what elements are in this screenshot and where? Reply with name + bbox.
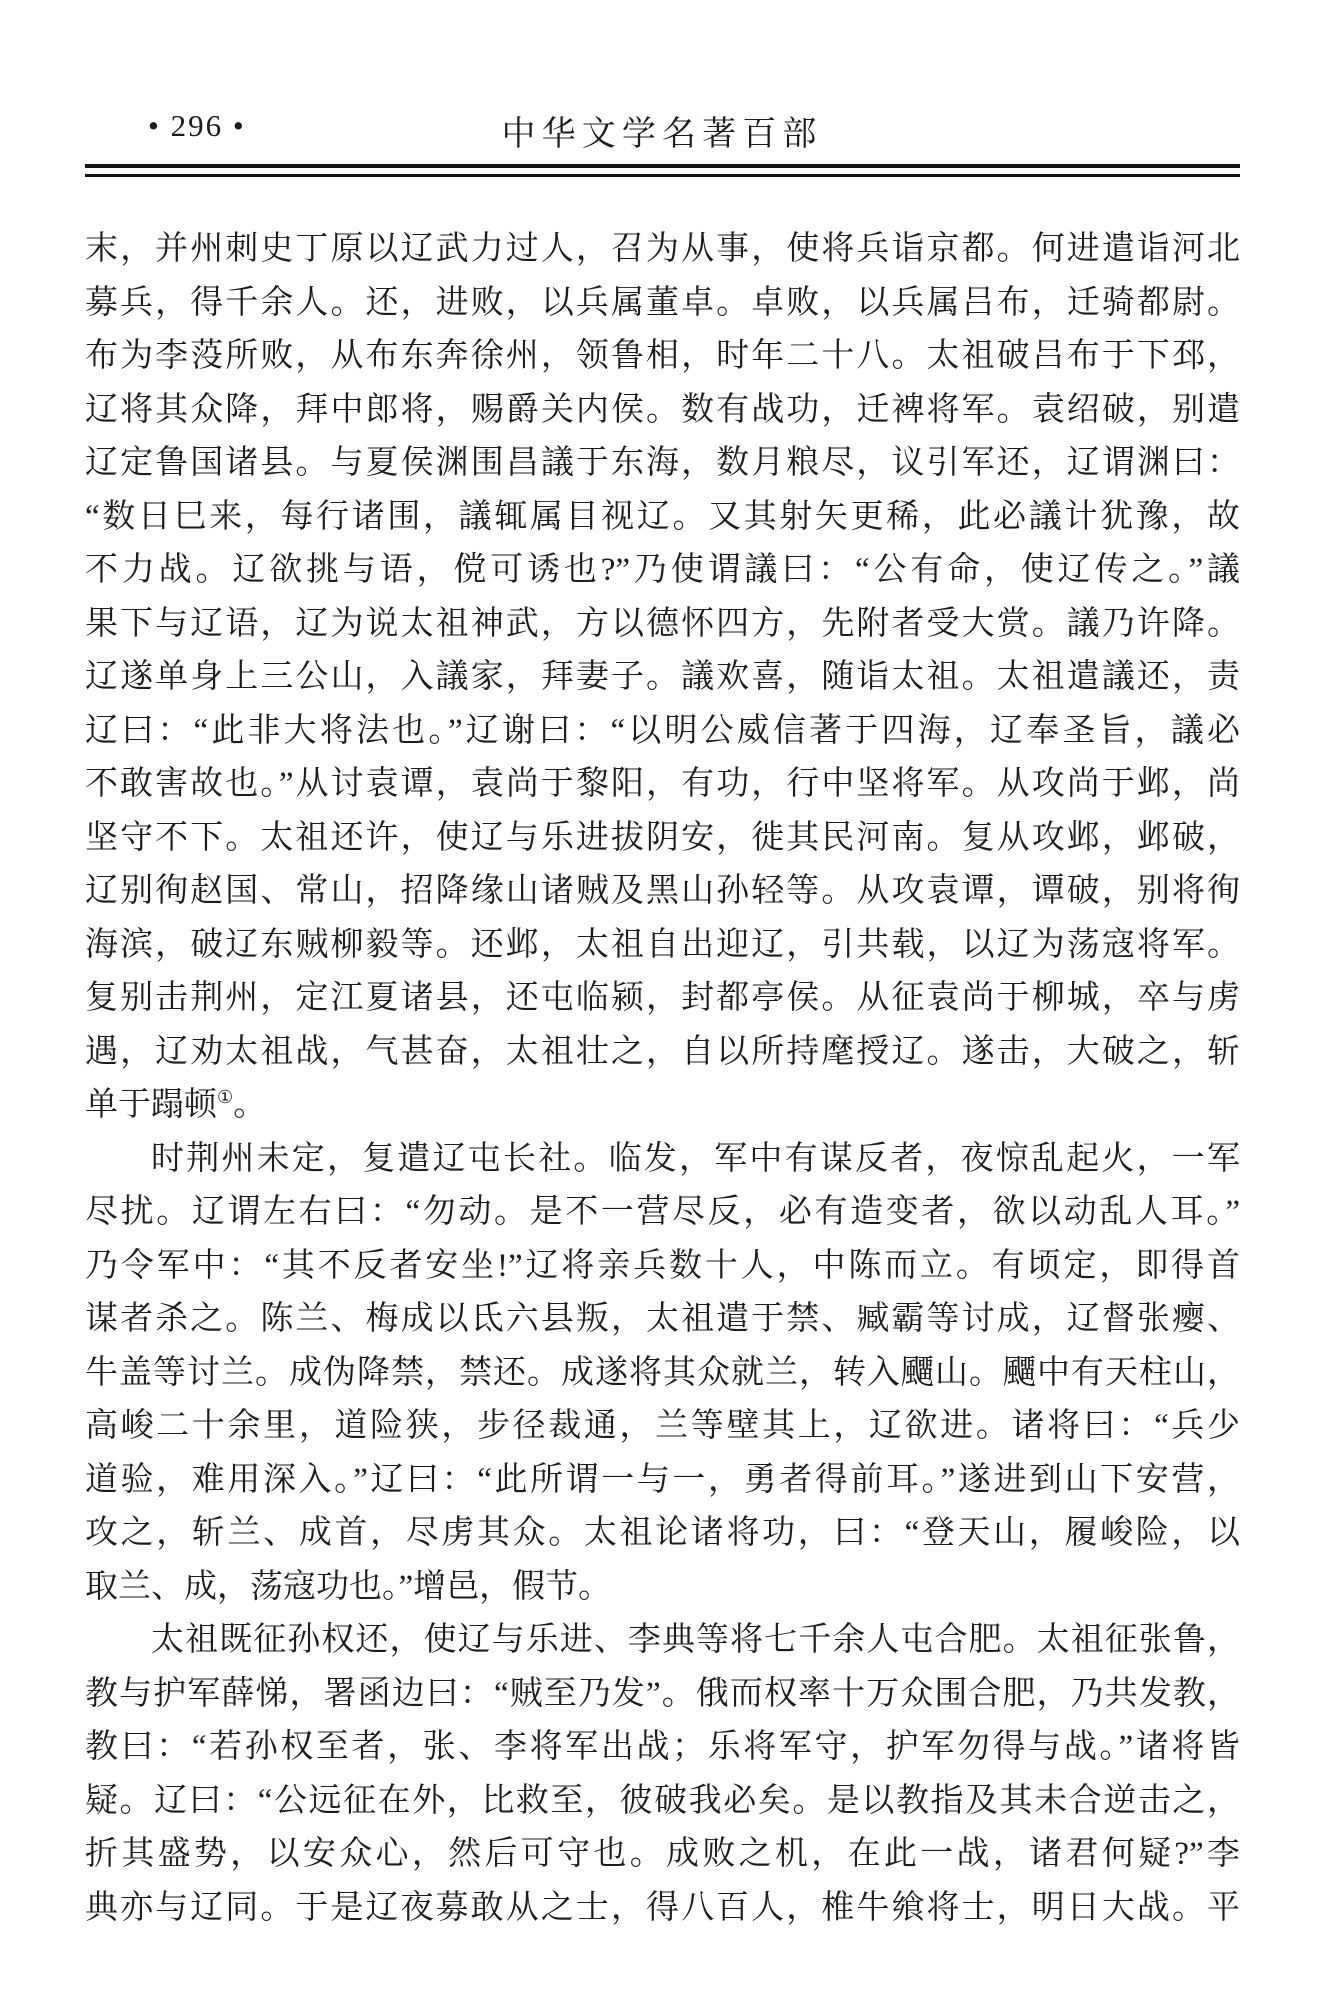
text-line: 教曰：“若孙权至者，张、李将军出战；乐将军守，护军勿得与战。”诸将皆 (85, 1729, 1240, 1765)
book-series-title: 中华文学名著百部 (501, 116, 823, 153)
text-line: 取兰、成，荡寇功也。”增邑，假节。 (85, 1568, 612, 1605)
text-line: 高峻二十余里，道险狭，步径裁通，兰等壁其上，辽欲进。诸将曰：“兵少 (85, 1408, 1240, 1444)
text-line: 募兵，得千余人。还，进败，以兵属董卓。卓败，以兵属吕布，迁骑都尉。 (85, 284, 1240, 321)
text-line: 辽别徇赵国、常山，招降缘山诸贼及黑山孙轻等。从攻袁谭，谭破，别将徇 (85, 873, 1240, 909)
text-line: 牛盖等讨兰。成伪降禁，禁还。成遂将其众就兰，转入飅山。飅中有天柱山， (85, 1354, 1240, 1391)
text-line: 折其盛势，以安众心，然后可守也。成败之机，在此一战，诸君何疑?”李 (85, 1836, 1240, 1872)
text-line: 坚守不下。太祖还许，使辽与乐进拔阴安，徙其民河南。复从攻邺，邺破， (85, 819, 1240, 856)
text-line-segment: 单于蹋顿 (85, 1087, 217, 1123)
page-body (85, 223, 1240, 1935)
text-line: 不敢害故也。”从讨袁谭，袁尚于黎阳，有功，行中坚将军。从攻尚于邺，尚 (85, 766, 1240, 802)
text-line: 辽将其众降，拜中郎将，赐爵关内侯。数有战功，迁裨将军。袁绍破，别遣 (85, 391, 1240, 428)
text-line: 辽定鲁国诸县。与夏侯渊围昌議于东海，数月粮尽，议引军还，辽谓渊曰： (85, 445, 1240, 481)
text-line: 疑。辽曰：“公远征在外，比救至，彼破我必矣。是以教指及其未合逆击之， (85, 1782, 1240, 1819)
text-line: 辽曰：“此非大将法也。”辽谢曰：“以明公威信著于四海，辽奉圣旨，議必 (85, 712, 1240, 749)
text-line: “数日巳来，每行诸围，議辄属目视辽。又其射矢更稀，此必議计犹豫，故 (85, 498, 1240, 535)
text-line: 教与护军薛悌，署函边曰：“贼至乃发”。俄而权率十万众围合肥，乃共发教， (85, 1675, 1240, 1712)
text-line: 果下与辽语，辽为说太祖神武，方以德怀四方，先附者受大赏。議乃许降。 (85, 605, 1240, 642)
text-line (85, 1079, 1240, 1133)
text-line: 末，并州刺史丁原以辽武力过人，召为从事，使将兵诣京都。何进遣诣河北 (85, 231, 1240, 267)
text-line: 谋者杀之。陈兰、梅成以氐六县叛，太祖遣于禁、臧霸等讨成，辽督张瘿、 (85, 1301, 1240, 1337)
text-line: 尽扰。辽谓左右曰：“勿动。是不一营尽反，必有造变者，欲以动乱人耳。” (85, 1194, 1240, 1230)
text-line-segment: 。 (233, 1087, 267, 1123)
text-line: 道验，难用深入。”辽曰：“此所谓一与一，勇者得前耳。”遂进到山下安营， (85, 1461, 1240, 1498)
text-line: 复别击荆州，定江夏诸县，还屯临颍，封都亭侯。从征袁尚于柳城，卒与虏 (85, 980, 1240, 1016)
footnote-reference: ① (217, 1087, 234, 1107)
text-line: 海滨，破辽东贼柳毅等。还邺，太祖自出迎辽，引共载，以辽为荡寇将军。 (85, 926, 1240, 963)
text-line: 典亦与辽同。于是辽夜募敢从之士，得八百人，椎牛飨将士，明日大战。平 (85, 1889, 1240, 1926)
text-line: 辽遂单身上三公山，入議家，拜妻子。議欢喜，随诣太祖。太祖遣議还，责 (85, 659, 1240, 695)
text-line: 攻之，斩兰、成首，尽虏其众。太祖论诸将功，曰：“登天山，履峻险，以 (85, 1515, 1240, 1551)
text-line: 不力战。辽欲挑与语，傥可诱也?”乃使谓議曰：“公有命，使辽传之。”議 (85, 552, 1240, 588)
text-line: 布为李莈所败，从布东奔徐州，领鲁相，时年二十八。太祖破吕布于下邳， (85, 338, 1240, 374)
header-rule (85, 164, 1240, 177)
text-line: 太祖既征孙权还，使辽与乐进、李典等将七千余人屯合肥。太祖征张鲁， (151, 1622, 1240, 1658)
text-line: 乃令军中：“其不反者安坐!”辽将亲兵数十人，中陈而立。有顷定，即得首 (85, 1247, 1240, 1284)
page-number: • 296 • (148, 108, 246, 143)
text-line: 时荆州未定，复遣辽屯长社。临发，军中有谋反者，夜惊乱起火，一军 (151, 1140, 1240, 1177)
text-line: 遇，辽劝太祖战，气甚奋，太祖壮之，自以所持麾授辽。遂击，大破之，斩 (85, 1033, 1240, 1070)
